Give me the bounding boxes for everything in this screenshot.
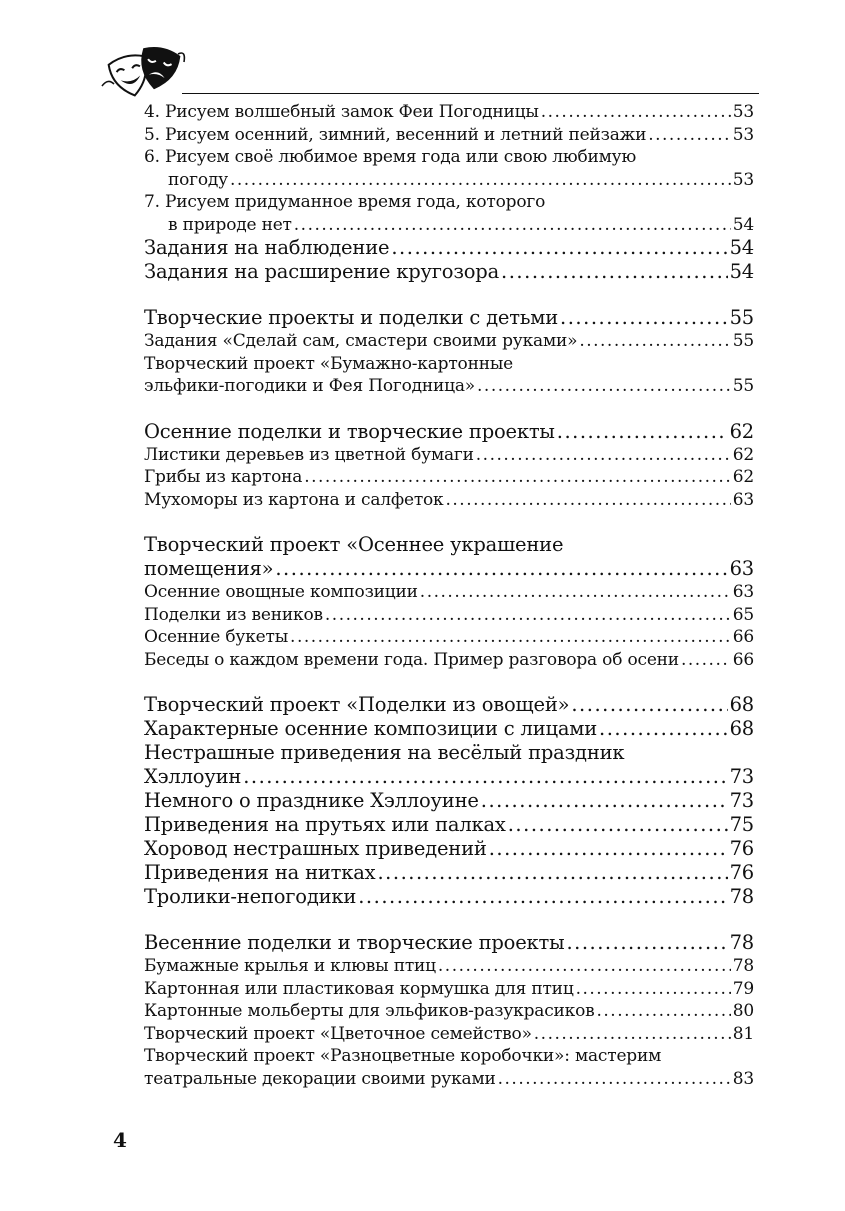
toc-entry [144, 789, 754, 813]
toc-entry-page: 53 [732, 124, 754, 145]
toc-entry-title: Приведения на прутьях или палках [144, 813, 506, 836]
toc-entry-title: Характерные осенние композиции с лицами [144, 717, 598, 740]
dot-leader [489, 837, 728, 861]
toc-entry [144, 885, 754, 909]
dot-leader [681, 649, 731, 672]
toc-entry-title-cont: театральные декорации своими руками [144, 1068, 496, 1089]
toc-section [144, 693, 754, 717]
toc-entry-page: 80 [732, 1001, 754, 1021]
dot-leader [358, 885, 727, 909]
toc-entry-page: 55 [732, 331, 754, 351]
toc-entry-continuation [144, 169, 754, 192]
dot-leader [304, 466, 731, 489]
dot-leader [420, 581, 731, 604]
toc-entry-page: 54 [732, 214, 754, 235]
toc-entry-page: 78 [729, 931, 754, 954]
toc-entry [144, 741, 754, 765]
toc-entry-title: Задания на расширение кругозора [144, 260, 500, 283]
page-number: 4 [113, 1128, 127, 1152]
toc-section [144, 236, 754, 260]
toc-entry-page: 54 [729, 260, 754, 283]
toc-entry [144, 813, 754, 837]
toc-entry-page: 62 [729, 419, 754, 443]
dot-leader [438, 955, 731, 978]
toc-entry-page: 73 [729, 765, 754, 788]
toc-entry-title: 4. Рисуем волшебный замок Феи Погодницы [144, 102, 539, 122]
toc-entry [144, 581, 754, 604]
toc-entry-title: Хоровод нестрашных приведений [144, 837, 487, 860]
toc-entry-title: Тролики-непогодики [144, 885, 357, 908]
toc-entry-title: Весенние поделки и творческие проекты [144, 931, 565, 954]
dot-leader [579, 330, 730, 353]
toc-entry [144, 191, 754, 214]
dot-leader [576, 978, 731, 1001]
toc-entry-page: 55 [729, 306, 754, 329]
theater-masks-icon [98, 42, 188, 102]
dot-leader [501, 260, 728, 284]
dot-leader [508, 813, 728, 837]
toc-entry [144, 1023, 754, 1046]
toc-entry-title-cont: помещения» [144, 557, 274, 580]
toc-entry-page: 62 [732, 444, 754, 465]
dot-leader [476, 444, 731, 467]
toc-entry-page: 68 [729, 693, 754, 716]
toc-entry [144, 101, 754, 124]
toc-entry-page: 75 [729, 813, 754, 836]
toc-entry-page: 78 [729, 885, 754, 908]
toc-entry-page: 79 [732, 978, 754, 999]
dot-leader [325, 604, 731, 627]
toc-entry-page: 53 [732, 102, 754, 122]
toc-entry-title: Осенние овощные композиции [144, 582, 418, 602]
toc-entry-title: Приведения на нитках [144, 861, 376, 884]
toc-entry-title: Творческий проект «Поделки из овощей» [144, 693, 570, 716]
toc-entry-continuation [144, 557, 754, 581]
toc-entry-title: Картонные мольберты для эльфиков-разукрасиков [144, 1001, 595, 1021]
dot-leader [560, 306, 728, 330]
toc-section [144, 260, 754, 284]
toc-entry [144, 978, 754, 1001]
toc-section [144, 533, 754, 557]
toc-entry-page: 83 [732, 1068, 754, 1089]
toc-entry-title: Немного о празднике Хэллоуине [144, 789, 479, 812]
dot-leader [541, 101, 731, 124]
toc-entry-title: Листики деревьев из цветной бумаги [144, 444, 474, 465]
toc-entry-continuation [144, 214, 754, 237]
toc-section [144, 306, 754, 330]
dot-leader [648, 124, 731, 147]
toc-entry [144, 649, 754, 672]
dot-leader [599, 717, 728, 741]
toc-entry-page: 76 [729, 861, 754, 884]
toc-entry-page: 63 [732, 582, 754, 602]
toc-entry-page: 62 [732, 467, 754, 487]
table-of-contents [144, 101, 754, 1090]
toc-entry-title-cont: погоду [168, 169, 228, 190]
toc-entry-page: 66 [732, 649, 754, 670]
toc-entry-title-cont: в природе нет [168, 214, 292, 235]
dot-leader [571, 693, 727, 717]
dot-leader [477, 375, 731, 398]
dot-leader [557, 420, 728, 444]
dot-leader [391, 236, 727, 260]
toc-entry-continuation [144, 1068, 754, 1091]
toc-entry-title: Творческие проекты и поделки с детьми [144, 306, 559, 329]
toc-entry-page: 76 [729, 837, 754, 860]
toc-entry-title: Нестрашные приведения на весёлый праздник [144, 741, 625, 764]
toc-entry-title: Творческий проект «Осеннее украшение [144, 533, 564, 556]
toc-entry-title: Творческий проект «Цветочное семейство» [144, 1023, 532, 1044]
toc-section [144, 931, 754, 955]
dot-leader [534, 1023, 731, 1046]
toc-entry [144, 1045, 754, 1068]
toc-entry-title: Задания «Сделай сам, смастери своими руками» [144, 331, 578, 351]
toc-entry-page: 78 [732, 956, 754, 976]
toc-entry [144, 604, 754, 627]
toc-entry-page: 55 [732, 376, 754, 396]
toc-entry [144, 717, 754, 741]
dot-leader [275, 557, 727, 581]
toc-entry-title: Творческий проект «Разноцветные коробочки»: мастерим [144, 1046, 662, 1066]
toc-entry-title: Грибы из картона [144, 467, 303, 487]
toc-entry-continuation [144, 765, 754, 789]
toc-entry-title: Задания на наблюдение [144, 236, 390, 259]
dot-leader [498, 1068, 731, 1091]
toc-entry [144, 626, 754, 649]
toc-entry-title-cont: Хэллоуин [144, 765, 242, 788]
toc-entry-page: 73 [729, 789, 754, 812]
toc-entry [144, 146, 754, 169]
dot-leader [243, 765, 727, 789]
toc-entry [144, 837, 754, 861]
dot-leader [446, 489, 731, 512]
toc-entry-page: 53 [732, 169, 754, 190]
toc-entry-page: 81 [732, 1023, 754, 1044]
toc-entry [144, 489, 754, 512]
toc-entry [144, 861, 754, 885]
dot-leader [566, 931, 727, 955]
dot-leader [290, 626, 731, 649]
toc-entry-title: 5. Рисуем осенний, зимний, весенний и летний пейзажи [144, 124, 647, 145]
dot-leader [597, 1000, 731, 1023]
header-rule [182, 93, 759, 94]
toc-entry-title: 7. Рисуем придуманное время года, которого [144, 192, 546, 212]
toc-entry [144, 1000, 754, 1023]
toc-entry [144, 955, 754, 978]
toc-entry-title: Творческий проект «Бумажно-картонные [144, 353, 514, 374]
toc-entry-title: Мухоморы из картона и салфеток [144, 489, 444, 510]
toc-entry-title: Беседы о каждом времени года. Пример разговора об осени [144, 649, 679, 670]
toc-entry [144, 124, 754, 147]
toc-entry [144, 466, 754, 489]
toc-entry-title: Картонная или пластиковая кормушка для птиц [144, 978, 574, 999]
toc-entry-title: Бумажные крылья и клювы птиц [144, 956, 436, 976]
toc-entry-page: 54 [729, 236, 754, 259]
dot-leader [230, 169, 731, 192]
dot-leader [377, 861, 727, 885]
toc-entry-page: 63 [729, 557, 754, 580]
toc-entry-continuation [144, 375, 754, 398]
dot-leader [294, 214, 731, 237]
toc-section [144, 420, 754, 444]
toc-entry-title: Поделки из веников [144, 604, 323, 625]
toc-entry-page: 65 [732, 604, 754, 625]
toc-entry-title: Осенние поделки и творческие проекты [144, 419, 555, 443]
toc-entry-title-cont: эльфики-погодики и Фея Погодница» [144, 376, 476, 396]
toc-entry-page: 66 [732, 627, 754, 647]
toc-entry [144, 444, 754, 467]
toc-entry [144, 330, 754, 353]
toc-entry-page: 68 [729, 717, 754, 740]
toc-entry-page: 63 [732, 489, 754, 510]
toc-entry-title: Осенние букеты [144, 627, 289, 647]
toc-entry [144, 353, 754, 376]
dot-leader [481, 789, 728, 813]
toc-entry-title: 6. Рисуем своё любимое время года или свою любимую [144, 147, 637, 167]
